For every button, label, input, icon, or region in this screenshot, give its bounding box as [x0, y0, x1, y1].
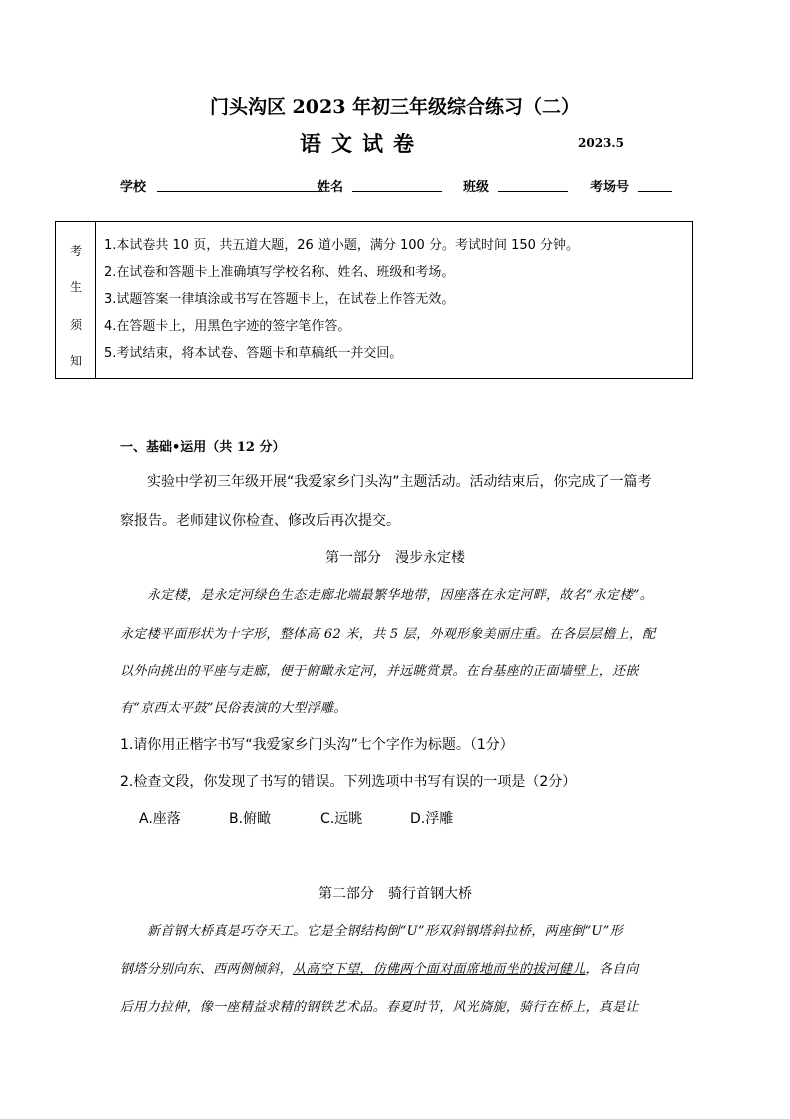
- exam-no-label: 考场号: [590, 180, 630, 195]
- side-char: 考: [69, 244, 82, 258]
- option-b: B.俯瞰: [229, 811, 272, 827]
- side-char: 知: [69, 354, 82, 368]
- side-char: 生: [69, 280, 82, 294]
- passage-line: 永定楼平面形状为十字形，整体高 62 米，共 5 层，外观形象美丽庄重。在各层层檐上，配: [120, 627, 656, 642]
- section-heading: 一、基础•运用（共 12 分）: [120, 440, 286, 455]
- intro-line: 察报告。老师建议你检查、修改后再次提交。: [120, 513, 400, 529]
- school-label: 学校: [120, 180, 147, 195]
- school-field[interactable]: [157, 191, 323, 192]
- notice-item: 3.试题答案一律填涂或书写在答题卡上，在试卷上作答无效。: [104, 292, 455, 307]
- passage-line: 后用力拉伸，像一座精益求精的钢铁艺术品。春夏时节，风光旖旎，骑行在桥上，真是让: [120, 1000, 639, 1015]
- option-d: D.浮雕: [410, 811, 454, 827]
- notice-item: 2.在试卷和答题卡上准确填写学校名称、姓名、班级和考场。: [104, 265, 455, 280]
- passage-line: 以外向挑出的平座与走廊，便于俯瞰永定河，并远眺赏景。在台基座的正面墙壁上，还嵌: [120, 664, 639, 679]
- part2-title: 第二部分 骑行首钢大桥: [318, 886, 472, 902]
- underlined-sentence: 从高空下望，仿佛两个面对面席地而坐的拔河健儿: [292, 962, 586, 977]
- passage-line: 永定楼，是永定河绿色生态走廊北端最繁华地带，因座落在永定河畔，故名“永定楼”。: [147, 588, 653, 603]
- passage-line: 有“京西太平鼓”民俗表演的大型浮雕。: [120, 701, 347, 716]
- page-title: 门头沟区 2023 年初三年级综合练习（二）: [209, 96, 581, 118]
- intro-line: 实验中学初三年级开展“我爱家乡门头沟”主题活动。活动结束后，你完成了一篇考: [147, 474, 652, 490]
- notice-side-label: [56, 222, 96, 378]
- passage-segment: ，各自向: [585, 962, 639, 977]
- notice-item: 4.在答题卡上，用黑色字迹的签字笔作答。: [104, 319, 351, 334]
- question-1: 1.请你用正楷字书写“我爱家乡门头沟”七个字作为标题。（1分）: [120, 737, 514, 753]
- class-field[interactable]: [498, 191, 568, 192]
- passage-line: [120, 958, 639, 977]
- name-label: 姓名: [317, 180, 344, 195]
- option-a: A.座落: [139, 811, 181, 827]
- part1-title: 第一部分 漫步永定楼: [325, 550, 465, 566]
- question-2: 2.检查文段，你发现了书写的错误。下列选项中书写有误的一项是（2分）: [120, 774, 577, 790]
- exam-notice-box: [55, 221, 693, 379]
- name-field[interactable]: [352, 191, 442, 192]
- notice-item: 1.本试卷共 10 页，共五道大题，26 道小题，满分 100 分。考试时间 150 分钟。: [104, 238, 580, 253]
- page-subtitle: 语文试卷: [300, 131, 424, 156]
- passage-segment: 钢塔分别向东、西两侧倾斜，: [120, 962, 293, 977]
- exam-date: 2023.5: [578, 136, 624, 150]
- exam-no-field[interactable]: [638, 191, 672, 192]
- notice-item: 5.考试结束，将本试卷、答题卡和草稿纸一并交回。: [104, 346, 403, 361]
- class-label: 班级: [463, 180, 490, 195]
- passage-line: 新首钢大桥真是巧夺天工。它是全钢结构倒“U”形双斜钢塔斜拉桥，两座倒“U”形: [147, 924, 623, 939]
- side-char: 须: [69, 318, 82, 332]
- option-c: C.远眺: [320, 811, 363, 827]
